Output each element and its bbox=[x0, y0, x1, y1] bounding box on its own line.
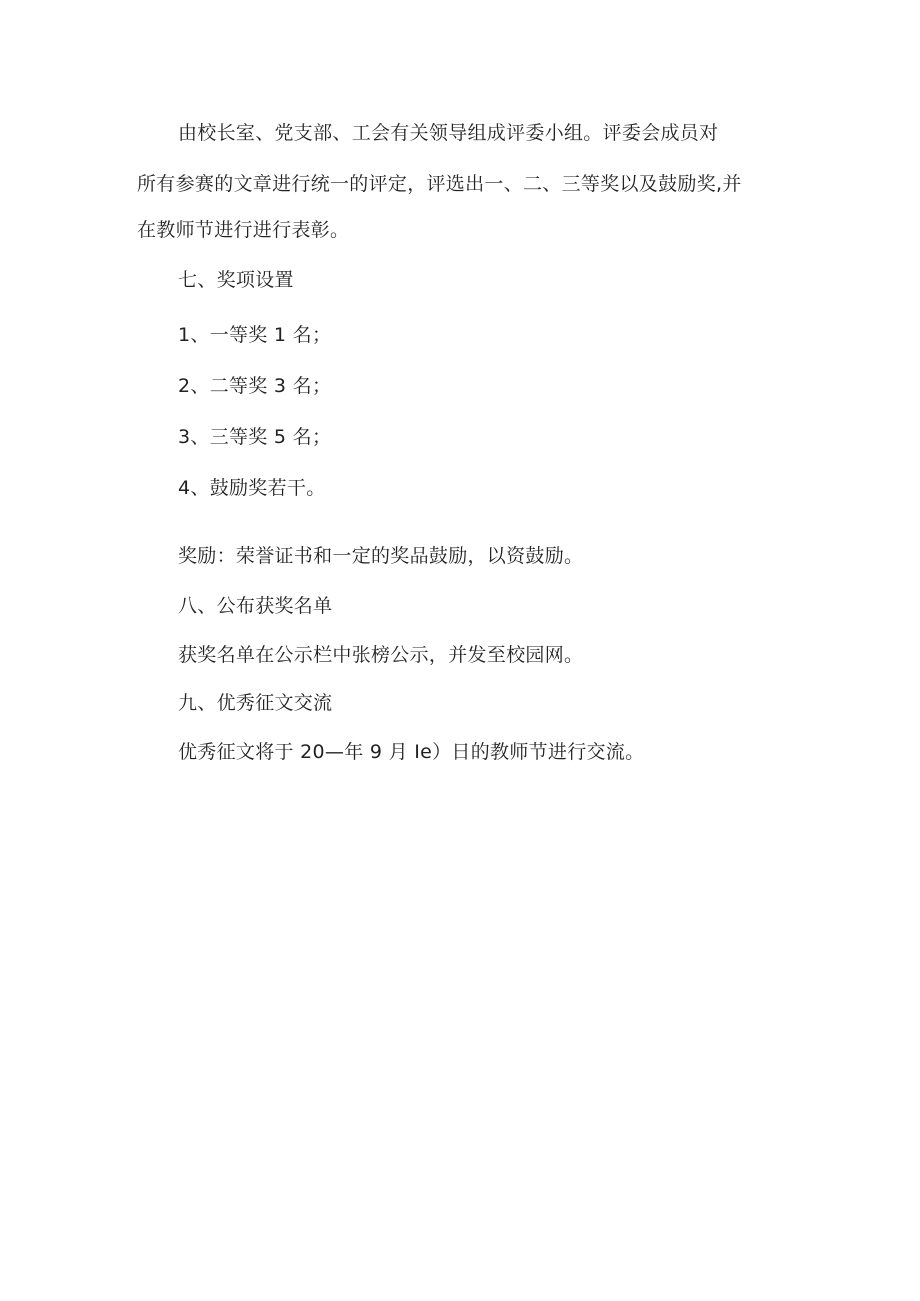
paragraph-judging-line-2: 所有参赛的文章进行统一的评定，评选出一、二、三等奖以及鼓励奖,并 bbox=[137, 173, 742, 195]
announce-body: 获奖名单在公示栏中张榜公示，并发至校园网。 bbox=[178, 644, 584, 666]
award-item-first: 1、一等奖 1 名； bbox=[178, 324, 332, 346]
award-item-second: 2、二等奖 3 名； bbox=[178, 375, 332, 397]
award-item-encouragement: 4、鼓励奖若干。 bbox=[178, 477, 326, 499]
paragraph-judging-line-3: 在教师节进行进行表彰。 bbox=[137, 219, 350, 241]
award-item-third: 3、三等奖 5 名； bbox=[178, 426, 332, 448]
section-heading-exchange: 九、优秀征文交流 bbox=[178, 692, 333, 714]
section-heading-awards: 七、奖项设置 bbox=[178, 269, 294, 291]
section-heading-announce: 八、公布获奖名单 bbox=[178, 595, 333, 617]
exchange-body: 优秀征文将于 20—年 9 月 Ie）日的教师节进行交流。 bbox=[178, 741, 645, 763]
award-reward-text: 奖励：荣誉证书和一定的奖品鼓励，以资鼓励。 bbox=[178, 545, 584, 567]
paragraph-judging-line-1: 由校长室、党支部、工会有关领导组成评委小组。评委会成员对 bbox=[178, 122, 719, 144]
